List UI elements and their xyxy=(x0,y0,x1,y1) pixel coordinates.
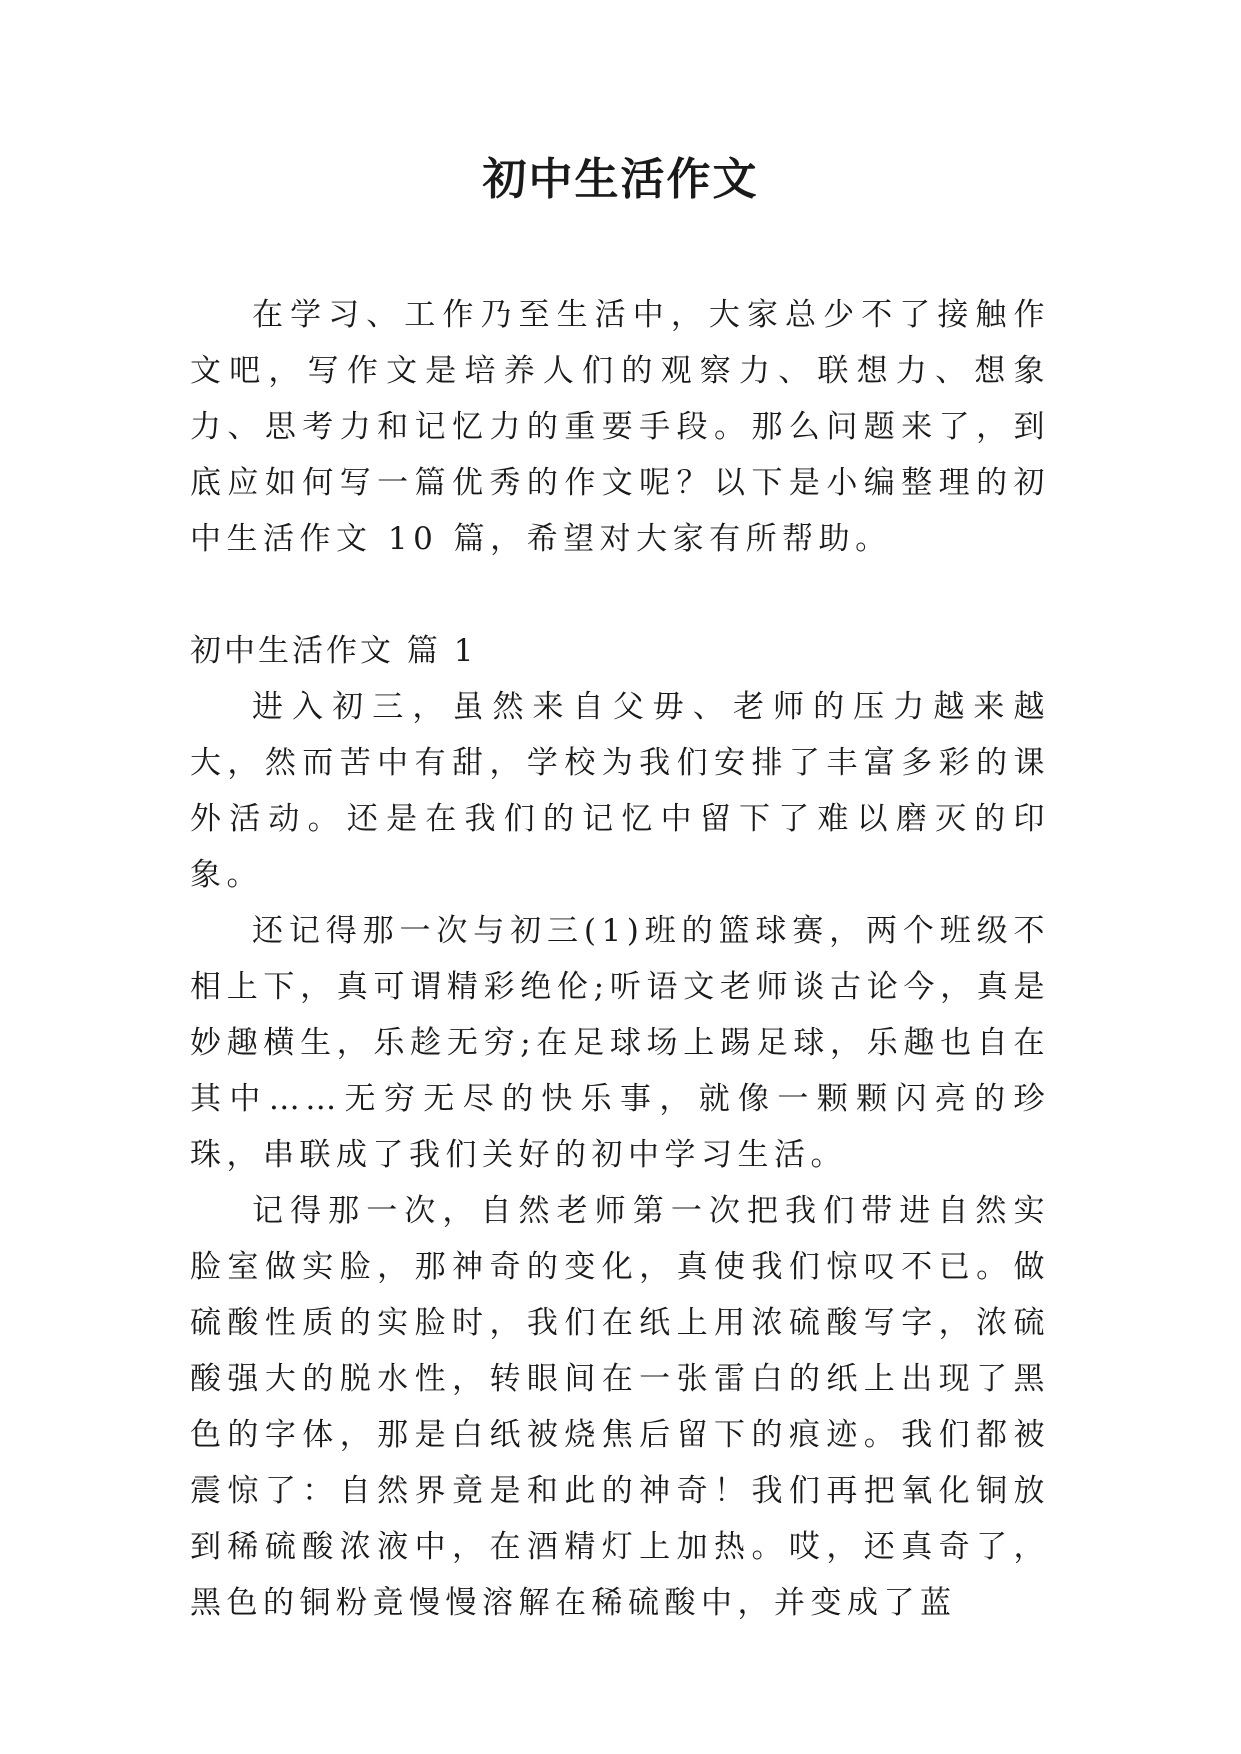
body-paragraph-2: 还记得那一次与初三(1)班的篮球赛，两个班级不相上下，真可谓精彩绝伦;听语文老师谈古论今，真是妙趣横生，乐趁无穷;在足球场上踢足球，乐趣也自在其中……无穷无尽的快乐事，就像一颗颗闪亮的珍珠，串联成了我们关好的初中学习生活。 xyxy=(190,913,1050,1173)
document-title: 初中生活作文 xyxy=(482,154,759,205)
body-paragraph-1: 进入初三，虽然来自父毋、老师的压力越来越大，然而苦中有甜，学校为我们安排了丰富多彩的课外活动。还是在我们的记忆中留下了难以磨灭的印象。 xyxy=(190,689,1050,893)
intro-paragraph: 在学习、工作乃至生活中，大家总少不了接触作文吧，写作文是培养人们的观察力、联想力、想象力、思考力和记忆力的重要手段。那么问题来了，到底应如何写一篇优秀的作文呢？以下是小编整理的初中生活作文 10 篇，希望对大家有所帮助。 xyxy=(190,297,1050,557)
document-body xyxy=(190,287,1050,1631)
section-heading: 初中生活作文 篇 1 xyxy=(190,633,477,669)
paragraph-spacer xyxy=(190,567,1050,623)
body-paragraph-3: 记得那一次，自然老师第一次把我们带进自然实脸室做实脸，那神奇的变化，真使我们惊叹不已。做硫酸性质的实脸时，我们在纸上用浓硫酸写字，浓硫酸强大的脱水性，转眼间在一张雷白的纸上出现了黑色的字体，那是白纸被烧焦后留下的痕迹。我们都被震惊了：自然界竟是和此的神奇！我们再把氧化铜放到稀硫酸浓液中，在酒精灯上加热。哎，还真奇了，黑色的铜粉竟慢慢溶解在稀硫酸中，并变成了蓝 xyxy=(190,1193,1050,1621)
